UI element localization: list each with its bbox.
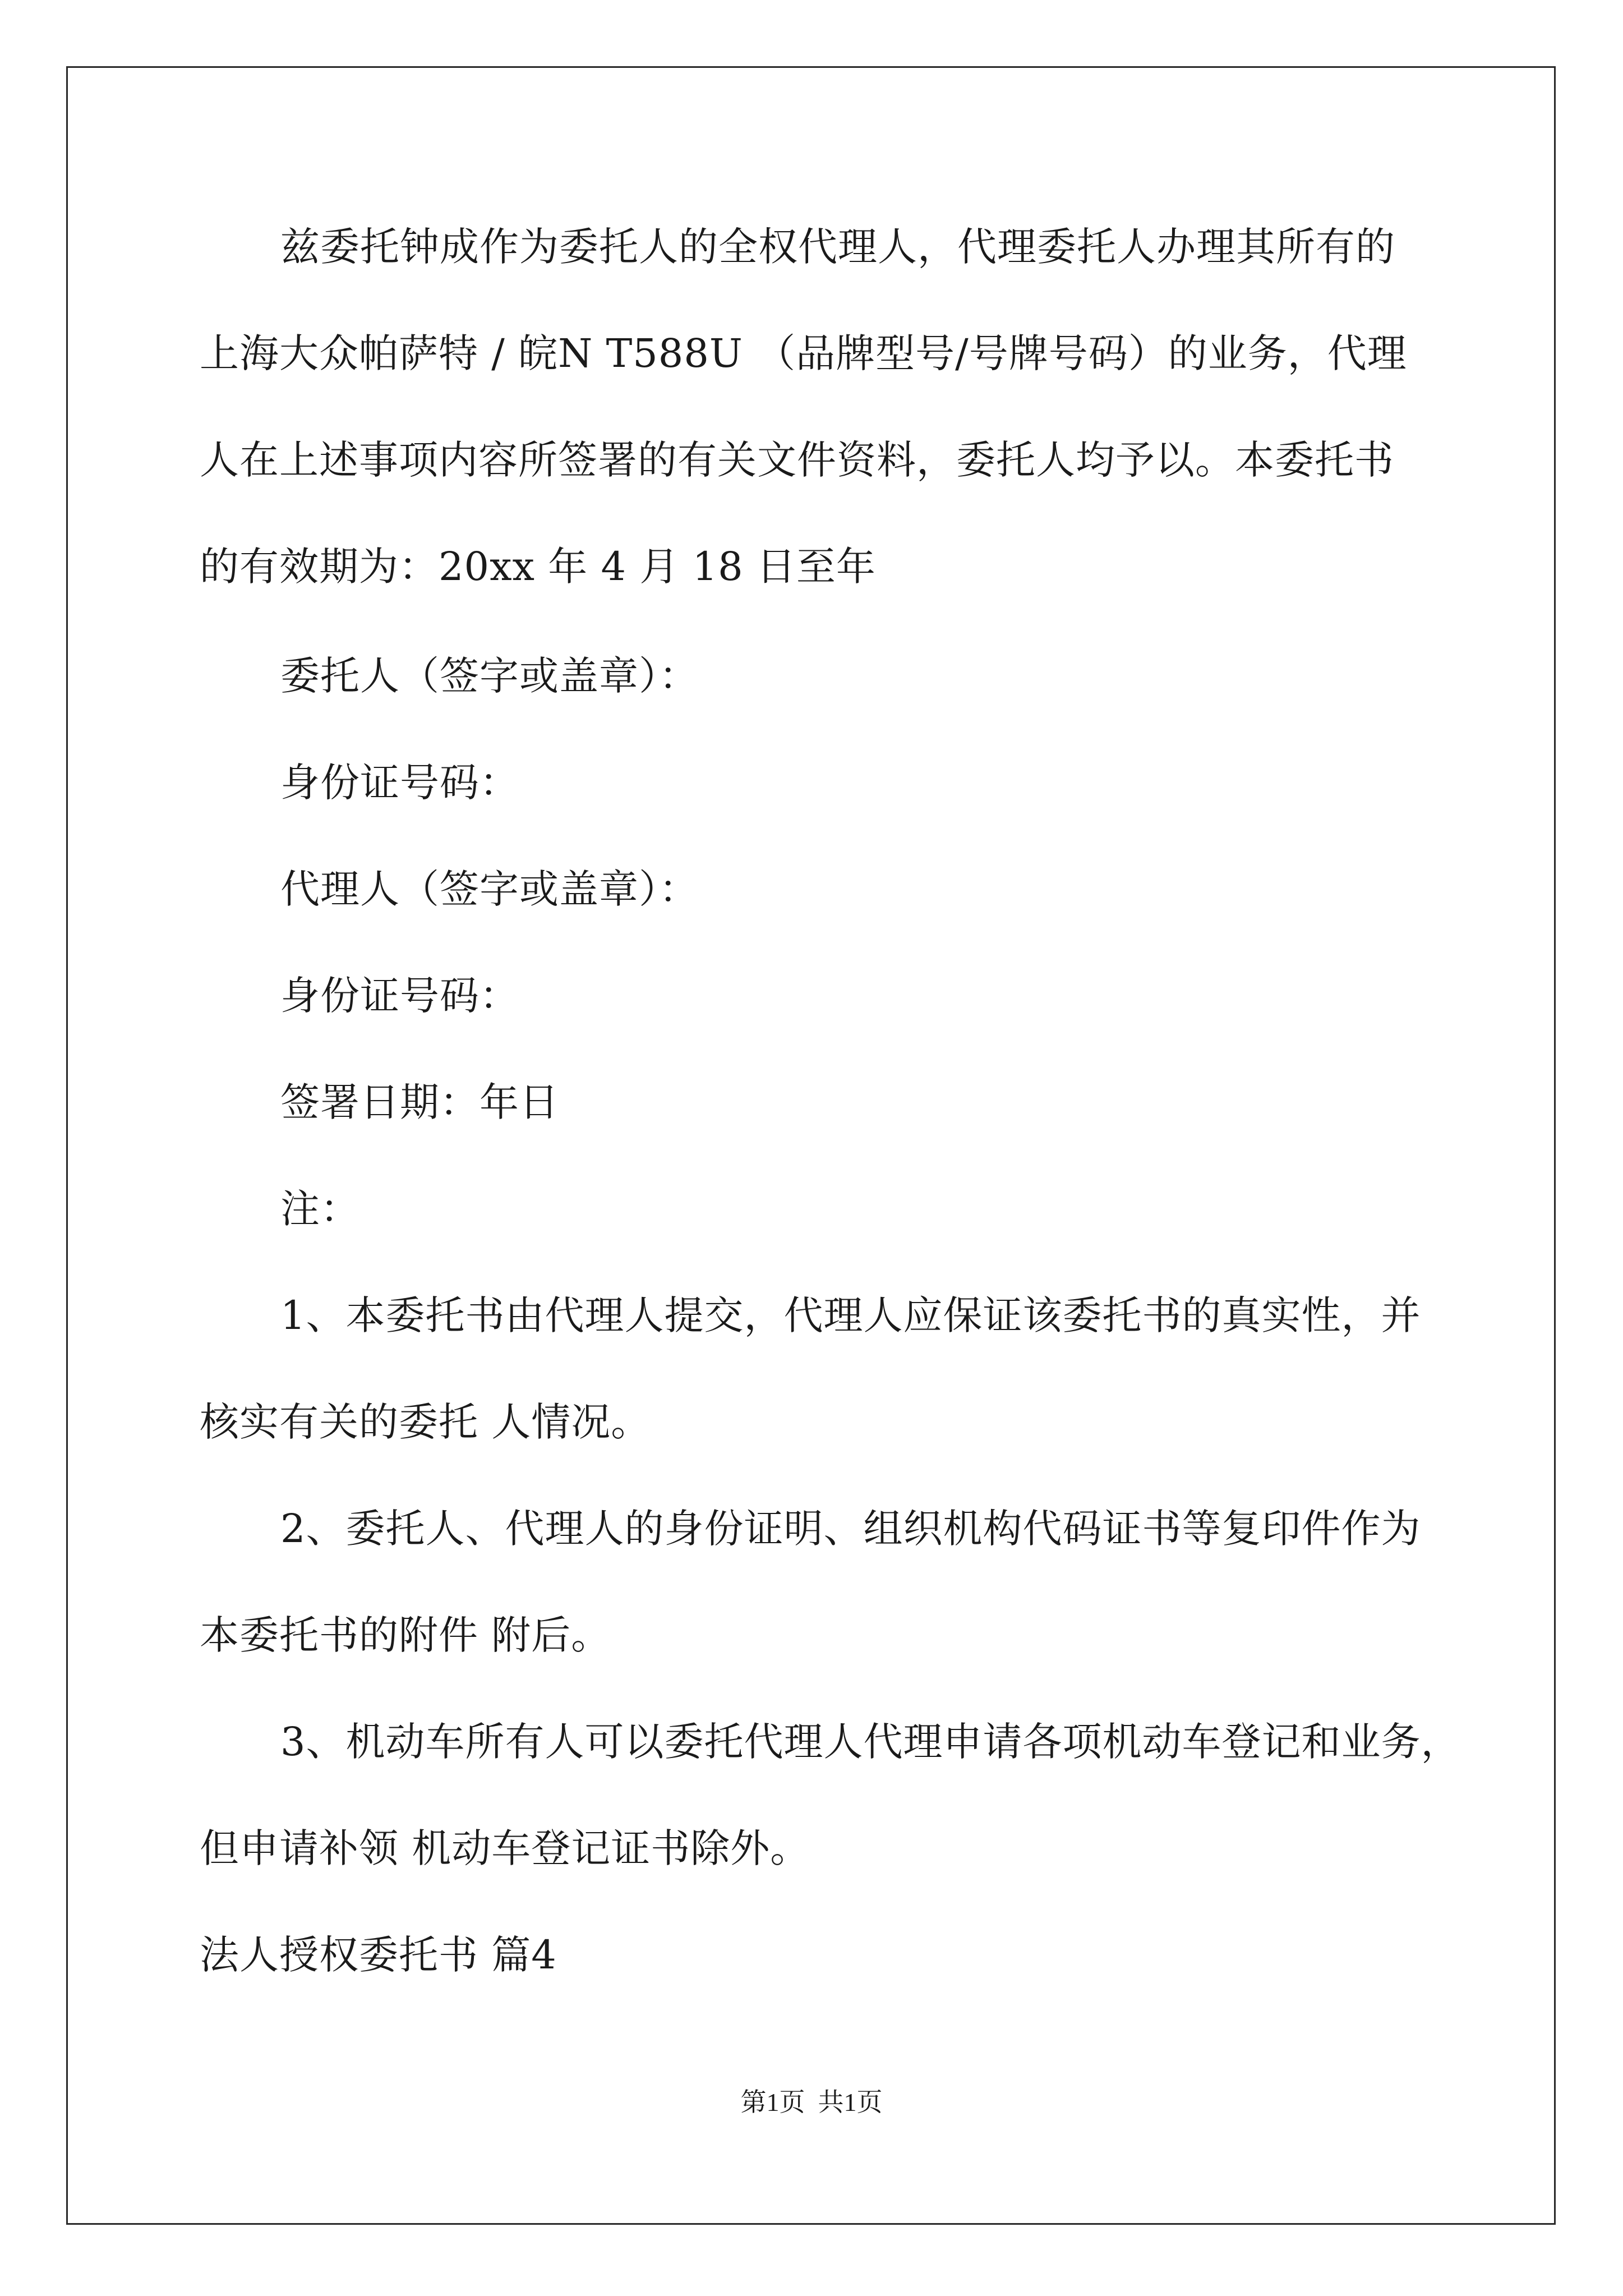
- page-footer: 第1页 共1页: [740, 2088, 883, 2116]
- note-heading: 注：: [280, 1186, 360, 1232]
- principal-id-label: 身份证号码：: [280, 760, 519, 806]
- principal-signature-label: 委托人（签字或盖章）：: [280, 653, 699, 699]
- sign-date-label: 签署日期：年日: [280, 1079, 559, 1125]
- note-1-line-2: 核实有关的委托 人情况。: [200, 1399, 651, 1445]
- agent-signature-label: 代理人（签字或盖章）：: [280, 866, 699, 912]
- page-border: [66, 66, 1556, 2225]
- paragraph-1-line-1: 兹委托钟成作为委托人的全权代理人，代理委托人办理其所有的: [280, 224, 1395, 270]
- note-2-line-2: 本委托书的附件 附后。: [200, 1612, 611, 1658]
- note-1-line-1: 1、本委托书由代理人提交，代理人应保证该委托书的真实性，并: [280, 1292, 1421, 1338]
- note-2-line-1: 2、委托人、代理人的身份证明、组织机构代码证书等复印件作为: [280, 1506, 1421, 1552]
- note-3-line-2: 但申请补领 机动车登记证书除外。: [200, 1825, 810, 1871]
- paragraph-1-line-2: 上海大众帕萨特 / 皖N T588U （品牌型号/号牌号码）的业务，代理: [200, 330, 1407, 376]
- agent-id-label: 身份证号码：: [280, 973, 519, 1019]
- section-heading: 法人授权委托书 篇4: [200, 1932, 557, 1978]
- note-3-line-1: 3、机动车所有人可以委托代理人代理申请各项机动车登记和业务，: [280, 1719, 1461, 1765]
- paragraph-1-line-3: 人在上述事项内容所签署的有关文件资料，委托人均予以。本委托书: [200, 437, 1394, 483]
- paragraph-1-line-4: 的有效期为：20xx 年 4 月 18 日至年: [200, 544, 876, 590]
